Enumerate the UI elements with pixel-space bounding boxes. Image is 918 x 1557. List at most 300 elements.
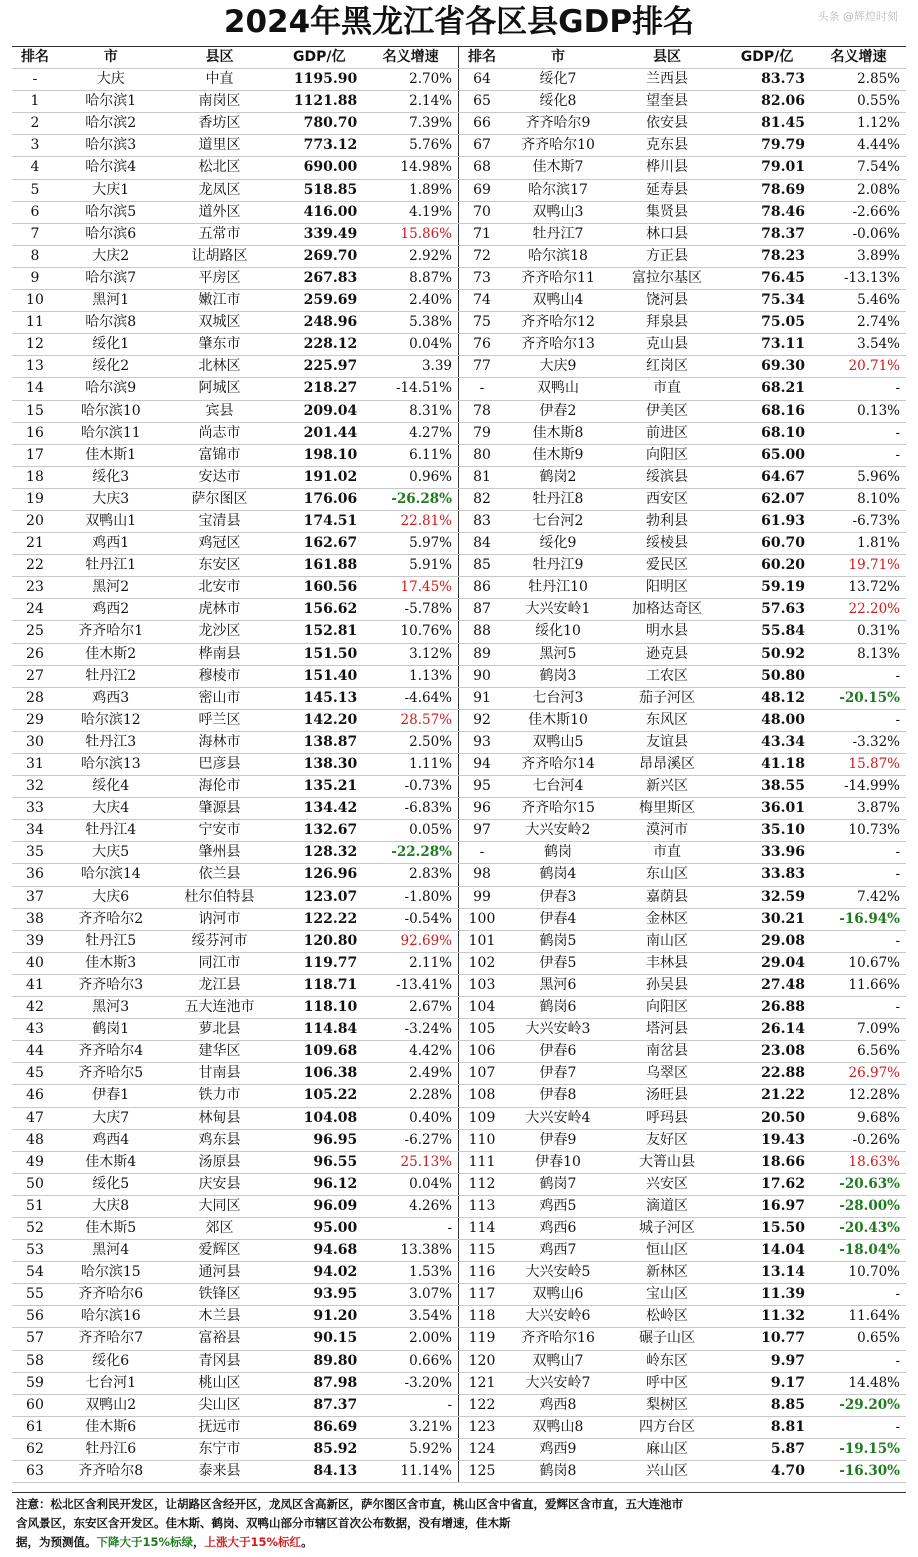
district-cell: 尚志市 xyxy=(198,424,241,441)
rank-cell: 97 xyxy=(473,822,491,839)
row-right xyxy=(459,180,906,201)
district-cell: 西安区 xyxy=(646,490,688,507)
district-cell: 饶河县 xyxy=(646,292,688,309)
row-left xyxy=(12,1108,459,1129)
rank-cell: 13 xyxy=(26,358,44,375)
city-cell: 哈尔滨2 xyxy=(85,115,137,132)
row-left xyxy=(12,842,459,863)
growth-cell: 1.11% xyxy=(409,756,452,772)
city-cell: 双鸭山8 xyxy=(532,1418,584,1435)
rank-cell: 112 xyxy=(468,1175,496,1192)
district-cell: 碾子山区 xyxy=(639,1330,695,1347)
city-cell: 齐齐哈尔4 xyxy=(78,1043,144,1060)
row-left xyxy=(12,113,459,134)
table-row xyxy=(12,533,906,555)
growth-cell: 25.13% xyxy=(400,1153,452,1170)
header-growth: 名义增速 xyxy=(830,49,887,65)
table-row xyxy=(12,644,906,666)
row-right xyxy=(459,975,906,996)
growth-cell: -5.78% xyxy=(404,601,452,618)
growth-cell: 14.48% xyxy=(848,1374,900,1391)
row-right xyxy=(459,1328,906,1349)
city-cell: 大庆6 xyxy=(92,888,130,905)
gdp-cell: 95.00 xyxy=(313,1219,358,1236)
row-right xyxy=(459,91,906,112)
rank-cell: 41 xyxy=(26,976,44,993)
district-cell: 依安县 xyxy=(646,115,688,132)
table-row xyxy=(12,1417,906,1439)
row-left xyxy=(12,1063,459,1084)
city-cell: 牡丹江3 xyxy=(85,733,137,750)
city-cell: 佳木斯4 xyxy=(85,1153,137,1170)
city-cell: 佳木斯7 xyxy=(532,159,584,176)
gdp-ranking-table xyxy=(12,46,906,1483)
gdp-cell: 29.08 xyxy=(761,932,805,949)
rank-cell: 50 xyxy=(26,1175,44,1192)
rank-cell: 3 xyxy=(30,137,40,154)
city-cell: 齐齐哈尔14 xyxy=(521,756,595,772)
gdp-cell: 416.00 xyxy=(303,203,358,220)
district-cell: 富锦市 xyxy=(198,446,241,463)
city-cell: 伊春5 xyxy=(539,954,577,971)
district-cell: 汤原县 xyxy=(198,1153,241,1170)
row-left xyxy=(12,909,459,930)
row-left xyxy=(12,290,459,311)
gdp-cell: 228.12 xyxy=(303,336,358,353)
row-right xyxy=(459,1351,906,1372)
row-left xyxy=(12,423,459,444)
city-cell: 鹤岗3 xyxy=(539,667,577,684)
gdp-cell: 35.10 xyxy=(761,822,805,839)
city-cell: 大兴安岭7 xyxy=(525,1374,591,1391)
growth-cell: 2.08% xyxy=(857,181,900,198)
gdp-cell: 96.55 xyxy=(313,1153,358,1170)
gdp-cell: 79.79 xyxy=(761,137,805,154)
growth-cell: 2.14% xyxy=(409,93,452,110)
district-cell: 市直 xyxy=(653,844,681,861)
gdp-cell: 50.80 xyxy=(761,667,805,684)
gdp-cell: 339.49 xyxy=(303,225,358,242)
rank-cell: 7 xyxy=(30,225,40,242)
district-cell: 道里区 xyxy=(198,137,241,154)
growth-cell: 11.66% xyxy=(848,976,900,993)
rank-cell: 25 xyxy=(26,623,44,640)
row-left xyxy=(12,887,459,908)
rank-cell: 119 xyxy=(468,1330,496,1347)
row-right xyxy=(459,401,906,422)
gdp-cell: 128.32 xyxy=(303,844,358,861)
city-cell: 鸡西1 xyxy=(92,535,130,552)
gdp-cell: 120.80 xyxy=(303,932,358,949)
row-right xyxy=(459,688,906,709)
city-cell: 佳木斯6 xyxy=(85,1418,137,1435)
growth-cell: - xyxy=(895,424,900,441)
growth-cell: 1.81% xyxy=(857,535,900,552)
district-cell: 汤旺县 xyxy=(646,1087,688,1104)
row-right xyxy=(459,246,906,267)
growth-cell: 7.39% xyxy=(409,115,452,132)
rank-cell: 43 xyxy=(26,1021,44,1038)
growth-cell: 28.57% xyxy=(400,711,452,728)
city-cell: 绥化4 xyxy=(92,778,130,795)
city-cell: 大兴安岭6 xyxy=(525,1308,591,1325)
growth-cell: 5.96% xyxy=(857,468,900,485)
district-cell: 南山区 xyxy=(646,932,688,949)
city-cell: 大庆9 xyxy=(539,358,577,375)
rank-cell: 31 xyxy=(26,756,44,772)
district-cell: 海林市 xyxy=(198,733,241,750)
city-cell: 哈尔滨17 xyxy=(528,181,588,198)
header-gdp: GDP/亿 xyxy=(740,49,794,65)
row-left xyxy=(12,356,459,377)
rank-cell: 18 xyxy=(26,468,44,485)
rank-cell: 16 xyxy=(26,424,44,441)
rank-cell: - xyxy=(479,844,485,861)
rank-cell: 37 xyxy=(26,888,44,905)
header-growth: 名义增速 xyxy=(382,49,439,65)
rank-cell: 33 xyxy=(26,800,44,817)
table-row xyxy=(12,1262,906,1284)
gdp-cell: 48.00 xyxy=(761,711,805,728)
table-row xyxy=(12,577,906,599)
district-cell: 友谊县 xyxy=(646,733,688,750)
city-cell: 七台河2 xyxy=(532,512,584,529)
rank-cell: 15 xyxy=(26,402,44,419)
district-cell: 巴彦县 xyxy=(198,756,241,772)
city-cell: 双鸭山2 xyxy=(85,1396,137,1413)
gdp-cell: 26.14 xyxy=(761,1021,805,1038)
growth-cell: 2.50% xyxy=(409,733,452,750)
rank-cell: 121 xyxy=(468,1374,496,1391)
row-right xyxy=(459,113,906,134)
row-right xyxy=(459,644,906,665)
rank-cell: 5 xyxy=(30,181,40,198)
district-cell: 抚远市 xyxy=(198,1418,241,1435)
rank-cell: 83 xyxy=(473,512,491,529)
gdp-cell: 174.51 xyxy=(303,512,358,529)
growth-cell: 13.38% xyxy=(400,1242,452,1259)
city-cell: 大庆8 xyxy=(92,1197,130,1214)
growth-cell: 11.64% xyxy=(848,1308,900,1325)
gdp-cell: 96.95 xyxy=(313,1131,358,1148)
district-cell: 平房区 xyxy=(198,269,241,286)
growth-cell: -19.15% xyxy=(839,1440,900,1457)
district-cell: 茄子河区 xyxy=(639,689,695,706)
row-right xyxy=(459,533,906,554)
district-cell: 松岭区 xyxy=(646,1308,688,1325)
rank-cell: 95 xyxy=(473,778,491,795)
gdp-cell: 773.12 xyxy=(303,137,358,154)
rank-cell: 28 xyxy=(26,689,44,706)
gdp-cell: 15.50 xyxy=(761,1219,805,1236)
district-cell: 克东县 xyxy=(646,137,688,154)
table-row xyxy=(12,599,906,621)
district-cell: 北安市 xyxy=(198,579,241,596)
rank-cell: 19 xyxy=(26,490,44,507)
growth-cell: -14.99% xyxy=(843,778,900,795)
rank-cell: 63 xyxy=(26,1463,44,1479)
growth-cell: 18.63% xyxy=(848,1153,900,1170)
district-cell: 铁锋区 xyxy=(198,1286,241,1303)
district-cell: 肇州县 xyxy=(198,844,241,861)
row-right xyxy=(459,135,906,156)
district-cell: 乌翠区 xyxy=(646,1065,688,1082)
district-cell: 宝清县 xyxy=(198,512,241,529)
city-cell: 双鸭山1 xyxy=(85,512,137,529)
district-cell: 安达市 xyxy=(198,468,241,485)
growth-cell: 2.74% xyxy=(857,314,900,331)
gdp-cell: 135.21 xyxy=(303,778,358,795)
row-right xyxy=(459,666,906,687)
table-row xyxy=(12,290,906,312)
growth-cell: 5.38% xyxy=(409,314,452,331)
city-cell: 大兴安岭3 xyxy=(525,1021,591,1038)
city-cell: 双鸭山4 xyxy=(532,292,584,309)
rank-cell: 30 xyxy=(26,733,44,750)
gdp-cell: 60.70 xyxy=(761,535,805,552)
table-row xyxy=(12,69,906,91)
district-cell: 绥滨县 xyxy=(646,468,688,485)
growth-cell: - xyxy=(895,844,900,861)
gdp-cell: 209.04 xyxy=(303,402,358,419)
rank-cell: 55 xyxy=(26,1286,44,1303)
growth-cell: -6.83% xyxy=(404,800,452,817)
district-cell: 海伦市 xyxy=(198,778,241,795)
table-row xyxy=(12,1019,906,1041)
city-cell: 牡丹江1 xyxy=(85,557,137,574)
city-cell: 牡丹江10 xyxy=(528,579,588,596)
district-cell: 工农区 xyxy=(646,667,688,684)
gdp-cell: 41.18 xyxy=(761,756,805,772)
growth-cell: - xyxy=(447,1219,452,1236)
rank-cell: 115 xyxy=(468,1242,496,1259)
row-left xyxy=(12,246,459,267)
growth-cell: 5.46% xyxy=(857,292,900,309)
rank-cell: 8 xyxy=(30,247,40,264)
growth-cell: 17.45% xyxy=(400,579,452,596)
growth-cell: -4.64% xyxy=(404,689,452,706)
gdp-cell: 64.67 xyxy=(761,468,805,485)
row-right xyxy=(459,356,906,377)
gdp-cell: 73.11 xyxy=(761,336,805,353)
header-rank: 排名 xyxy=(20,49,49,65)
table-row xyxy=(12,1041,906,1063)
row-right xyxy=(459,1417,906,1438)
district-cell: 道外区 xyxy=(198,203,241,220)
table-row xyxy=(12,1439,906,1461)
growth-cell: 2.40% xyxy=(409,292,452,309)
growth-cell: 7.42% xyxy=(857,888,900,905)
table-row xyxy=(12,511,906,533)
table-row xyxy=(12,1351,906,1373)
gdp-cell: 145.13 xyxy=(303,689,358,706)
row-left xyxy=(12,644,459,665)
row-left xyxy=(12,401,459,422)
city-cell: 佳木斯2 xyxy=(85,645,137,662)
row-right xyxy=(459,1240,906,1261)
district-cell: 呼中区 xyxy=(646,1374,688,1391)
table-row xyxy=(12,776,906,798)
district-cell: 爱辉区 xyxy=(198,1242,241,1259)
city-cell: 大庆3 xyxy=(92,490,130,507)
gdp-cell: 93.95 xyxy=(313,1286,358,1303)
city-cell: 鹤岗4 xyxy=(539,866,577,883)
rank-cell: 6 xyxy=(30,203,40,220)
growth-cell: 5.92% xyxy=(409,1440,452,1457)
district-cell: 克山县 xyxy=(646,336,688,353)
gdp-cell: 9.97 xyxy=(770,1352,805,1369)
district-cell: 松北区 xyxy=(198,159,241,176)
district-cell: 尖山区 xyxy=(198,1396,241,1413)
growth-cell: 1.13% xyxy=(409,667,452,684)
district-cell: 东宁市 xyxy=(198,1440,241,1457)
row-right xyxy=(459,1019,906,1040)
growth-cell: -0.54% xyxy=(404,910,452,927)
rank-cell: 23 xyxy=(26,579,44,596)
rank-cell: 52 xyxy=(26,1219,44,1236)
rank-cell: 102 xyxy=(468,954,496,971)
city-cell: 伊春2 xyxy=(539,402,577,419)
gdp-cell: 68.21 xyxy=(761,380,805,397)
district-cell: 市直 xyxy=(653,380,681,397)
table-row xyxy=(12,975,906,997)
gdp-cell: 65.00 xyxy=(761,446,805,463)
city-cell: 伊春4 xyxy=(539,910,577,927)
rank-cell: 88 xyxy=(473,623,491,640)
district-cell: 绥棱县 xyxy=(646,535,688,552)
city-cell: 大庆1 xyxy=(92,181,130,198)
district-cell: 萝北县 xyxy=(198,1021,241,1038)
city-cell: 齐齐哈尔6 xyxy=(78,1286,144,1303)
rank-cell: 48 xyxy=(26,1131,44,1148)
district-cell: 昂昂溪区 xyxy=(639,756,695,772)
district-cell: 依兰县 xyxy=(198,866,241,883)
row-left xyxy=(12,710,459,731)
growth-cell: 7.54% xyxy=(857,159,900,176)
table-row xyxy=(12,135,906,157)
row-right xyxy=(459,1174,906,1195)
row-right xyxy=(459,1373,906,1394)
growth-cell: 2.11% xyxy=(409,954,452,971)
gdp-cell: 76.45 xyxy=(761,269,805,286)
rank-cell: 61 xyxy=(26,1418,44,1435)
gdp-cell: 18.66 xyxy=(761,1153,805,1170)
district-cell: 肇源县 xyxy=(198,800,241,817)
rank-cell: 56 xyxy=(26,1308,44,1325)
rank-cell: 117 xyxy=(468,1286,496,1303)
district-cell: 虎林市 xyxy=(198,601,241,618)
table-row xyxy=(12,1130,906,1152)
city-cell: 大庆 xyxy=(96,71,125,88)
rank-cell: 73 xyxy=(473,269,491,286)
row-left xyxy=(12,953,459,974)
rank-cell: 92 xyxy=(473,711,491,728)
row-right xyxy=(459,378,906,399)
gdp-cell: 32.59 xyxy=(761,888,805,905)
city-cell: 双鸭山5 xyxy=(532,733,584,750)
growth-cell: 11.14% xyxy=(400,1463,452,1479)
gdp-cell: 68.10 xyxy=(761,424,805,441)
gdp-cell: 106.38 xyxy=(303,1065,358,1082)
gdp-cell: 1121.88 xyxy=(293,93,358,110)
gdp-cell: 60.20 xyxy=(761,557,805,574)
table-row xyxy=(12,820,906,842)
table-row xyxy=(12,688,906,710)
city-cell: 鹤岗8 xyxy=(539,1463,577,1479)
rank-cell: 84 xyxy=(473,535,491,552)
footnote-line2: 含风景区，东安区含开发区。佳木斯、鹤岗、双鸭山部分市辖区首次公布数据，没有增速，佳木斯 xyxy=(16,1516,511,1530)
district-cell: 漠河市 xyxy=(646,822,688,839)
gdp-cell: 104.08 xyxy=(303,1109,358,1126)
gdp-cell: 94.02 xyxy=(313,1264,358,1281)
gdp-cell: 23.08 xyxy=(761,1043,805,1060)
growth-cell: -16.30% xyxy=(839,1463,900,1479)
city-cell: 齐齐哈尔13 xyxy=(521,336,595,353)
table-row xyxy=(12,445,906,467)
district-cell: 林甸县 xyxy=(198,1109,241,1126)
city-cell: 齐齐哈尔10 xyxy=(521,137,595,154)
row-left xyxy=(12,1461,459,1482)
district-cell: 桦川县 xyxy=(646,159,688,176)
district-cell: 塔河县 xyxy=(646,1021,688,1038)
table-row xyxy=(12,378,906,400)
rank-cell: 24 xyxy=(26,601,44,618)
city-cell: 鹤岗2 xyxy=(539,468,577,485)
city-cell: 伊春9 xyxy=(539,1131,577,1148)
row-right xyxy=(459,1461,906,1482)
table-header xyxy=(12,47,906,69)
header-left xyxy=(12,47,459,68)
city-cell: 哈尔滨9 xyxy=(85,380,137,397)
gdp-cell: 218.27 xyxy=(303,380,358,397)
district-cell: 大同区 xyxy=(198,1197,241,1214)
growth-cell: 3.21% xyxy=(409,1418,452,1435)
rank-cell: 2 xyxy=(30,115,40,132)
city-cell: 鸡西2 xyxy=(92,601,130,618)
growth-cell: 2.28% xyxy=(409,1087,452,1104)
district-cell: 北林区 xyxy=(198,358,241,375)
city-cell: 鹤岗1 xyxy=(92,1021,130,1038)
rank-cell: 21 xyxy=(26,535,44,552)
rank-cell: 22 xyxy=(26,557,44,574)
district-cell: 新林区 xyxy=(646,1264,688,1281)
row-left xyxy=(12,1152,459,1173)
city-cell: 双鸭山6 xyxy=(532,1286,584,1303)
city-cell: 佳木斯5 xyxy=(85,1219,137,1236)
row-left xyxy=(12,798,459,819)
city-cell: 七台河4 xyxy=(532,778,584,795)
row-right xyxy=(459,776,906,797)
table-row xyxy=(12,1085,906,1107)
gdp-cell: 84.13 xyxy=(313,1463,358,1479)
row-right xyxy=(459,577,906,598)
district-cell: 加格达奇区 xyxy=(632,601,702,618)
growth-cell: 6.56% xyxy=(857,1043,900,1060)
rank-cell: - xyxy=(32,71,38,88)
table-row xyxy=(12,1108,906,1130)
row-left xyxy=(12,1085,459,1106)
district-cell: 中直 xyxy=(205,71,234,88)
header-right xyxy=(459,47,906,68)
growth-cell: 1.89% xyxy=(409,181,452,198)
row-left xyxy=(12,1130,459,1151)
rank-cell: 116 xyxy=(468,1264,496,1281)
city-cell: 齐齐哈尔16 xyxy=(521,1330,595,1347)
rank-cell: 76 xyxy=(473,336,491,353)
gdp-cell: 81.45 xyxy=(761,115,805,132)
gdp-cell: 50.92 xyxy=(761,645,805,662)
growth-cell: -18.04% xyxy=(839,1242,900,1259)
